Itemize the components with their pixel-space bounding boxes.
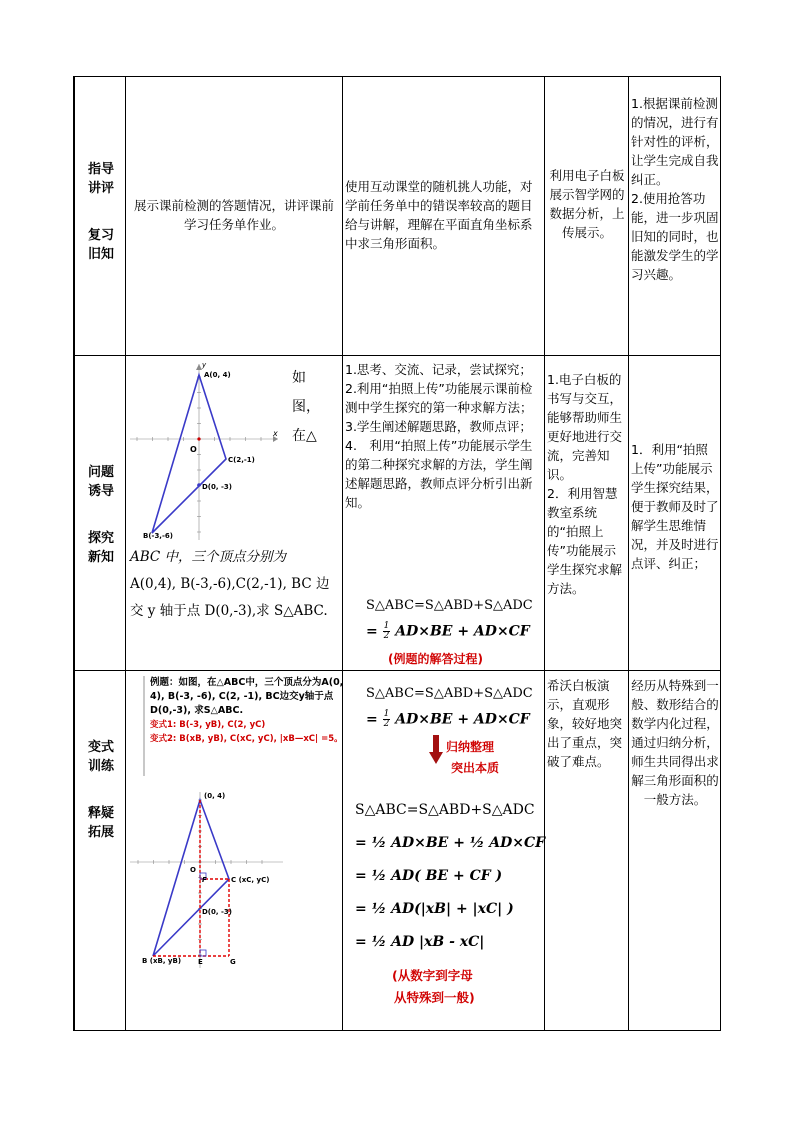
label-c: C(2,-1) xyxy=(228,456,255,464)
arrow-label-2: 突出本质 xyxy=(451,761,500,775)
activity-item: 4. 利用“拍照上传”功能展示学生的第二种探究求解的方法，学生阐述解题思路，教师点评分析引出新知。 xyxy=(345,438,533,510)
triangle-abc xyxy=(153,800,229,956)
derivation-step: = ½ AD |xB - xC| xyxy=(355,934,485,950)
coordinate-graph-1 xyxy=(128,362,288,542)
stage-label-row1 xyxy=(78,160,124,264)
formula-terms: AD×BE + AD×CF xyxy=(395,623,530,640)
row3-intent: 经历从特殊到一般、数形结合的数学内化过程，通过归纳分析，师生共同得出求解三角形面积的一般方法。 xyxy=(631,678,719,807)
row2-activity xyxy=(345,360,542,512)
label-b: B (xB, yB) xyxy=(142,957,182,965)
row3-formula-2: = $\frac{1}{2}$ AD×BE + AD×CF xyxy=(366,709,530,729)
label-b: B(-3,-6) xyxy=(143,532,173,540)
stage-text: 指导 xyxy=(87,162,114,177)
row1-content: 展示课前检测的答题情况，讲评课前学习任务单作业。 xyxy=(133,198,334,232)
activity-item: 2.利用“拍照上传”功能展示课前检测中学生探究的第一种求解方法； xyxy=(345,381,533,415)
stage-label-row2 xyxy=(78,463,124,567)
formula-terms: AD×BE + AD×CF xyxy=(395,711,530,728)
derivation-step: = ½ AD(|xB| + |xC| ) xyxy=(355,901,514,917)
label-c: C (xC, yC) xyxy=(231,876,270,884)
content-side-line: 如 xyxy=(292,370,306,386)
example-problem-box xyxy=(143,676,345,776)
label-e: E xyxy=(198,958,203,966)
caption-2: 从特殊到一般) xyxy=(394,990,475,1005)
stage-text: 问题 xyxy=(87,465,114,480)
row2-caption: (例题的解答过程) xyxy=(388,652,483,666)
triangle-abc xyxy=(152,375,226,533)
stage-text: 新知 xyxy=(87,550,114,565)
stage-text: 诱导 xyxy=(87,484,114,499)
col-border-2 xyxy=(342,76,343,1031)
label-d: D(0, -3) xyxy=(202,908,232,916)
label-a: A(0, 4) xyxy=(204,371,231,379)
down-arrow-icon xyxy=(428,735,444,765)
table-top-border xyxy=(73,76,721,77)
activity-item: 1.思考、交流、记录，尝试探究； xyxy=(345,362,532,377)
row1-activity: 使用互动课堂的随机挑人功能，对学前任务单中的错误率较高的题目给与讲解，理解在平面直角坐标系中求三角形面积。 xyxy=(345,179,533,251)
row2-content-text xyxy=(130,544,342,625)
stage-text: 讲评 xyxy=(87,181,114,196)
stage-text: 拓展 xyxy=(87,825,114,840)
content-side-line: 图， xyxy=(292,399,320,415)
label-f: F xyxy=(202,876,207,884)
auxiliary-lines xyxy=(153,800,229,956)
origin-point xyxy=(197,437,200,440)
stage-text: 探究 xyxy=(87,531,114,546)
derivation-step: S△ABC=S△ABD+S△ADC xyxy=(355,802,535,818)
stage-label-row3 xyxy=(78,738,124,842)
col-border-1 xyxy=(125,76,126,1031)
label-y: y xyxy=(202,362,207,369)
derivation-step: = ½ AD( BE + CF ) xyxy=(355,868,503,884)
content-side-line: 在△ xyxy=(292,428,317,444)
row2-formula-1: S△ABC=S△ABD+S△ADC xyxy=(366,598,533,613)
row2-content-side xyxy=(292,364,332,451)
row2-formula-2: = $\frac{1}{2}$ AD×BE + AD×CF xyxy=(366,621,530,641)
label-x: x xyxy=(273,429,278,438)
row3-formula-1: S△ABC=S△ABD+S△ADC xyxy=(366,686,533,701)
fraction-half: $\frac{1}{2}$ xyxy=(383,621,390,641)
point-d xyxy=(197,483,201,487)
content-line: A(0,4), B(-3,-6),C(2,-1), BC 边 xyxy=(130,576,330,592)
stage-text: 旧知 xyxy=(87,247,114,262)
row1-intent: 1.根据课前检测的情况，进行有针对性的评析，让学生完成自我纠正。 2.使用抢答功能，进一步巩固旧知的同时，也能激发学生的学习兴趣。 xyxy=(631,96,719,282)
row2-tech: 1.电子白板的书写与交互，能够帮助师生更好地进行交流，完善知识。 2．利用智慧教室系统的“拍照上传”功能展示学生探究求解方法。 xyxy=(547,372,623,596)
stage-text: 训练 xyxy=(87,759,114,774)
activity-item: 3.学生阐述解题思路，教师点评； xyxy=(345,419,532,434)
arrow-label-1: 归纳整理 xyxy=(446,740,495,754)
label-a: (0, 4) xyxy=(204,792,226,800)
variant-1: 变式1: B(-3, yB), C(2, yC) xyxy=(150,720,266,730)
label-o: O xyxy=(190,445,197,454)
fraction-half: $\frac{1}{2}$ xyxy=(383,709,390,729)
stage-text: 变式 xyxy=(87,740,114,755)
row-divider-2 xyxy=(73,670,721,671)
label-g: G xyxy=(230,958,236,966)
row2-intent: 1．利用“拍照上传”功能展示学生探究结果，便于教师及时了解学生思维情况，并及时进行点评、纠正； xyxy=(631,442,719,571)
variant-2: 变式2: B(xB, yB), C(xC, yC), |xB—xC| =5。 xyxy=(150,734,343,744)
col-border-4 xyxy=(628,76,629,1031)
label-o: O xyxy=(190,866,196,874)
col-border-0 xyxy=(73,76,75,1031)
col-border-5 xyxy=(720,76,721,1031)
label-d: D(0, -3) xyxy=(202,483,232,491)
stage-text: 释疑 xyxy=(87,806,114,821)
content-line: ABC 中，三个顶点分别为 xyxy=(130,549,287,565)
coordinate-graph-2 xyxy=(128,790,288,970)
stage-text: 复习 xyxy=(87,228,114,243)
derivation-step: = ½ AD×BE + ½ AD×CF xyxy=(355,835,546,851)
table-bottom-border xyxy=(73,1030,721,1031)
derivation-block xyxy=(355,794,545,959)
content-line: 交 y 轴于点 D(0,-3),求 S△ABC. xyxy=(130,603,328,619)
row3-tech: 希沃白板演示，直观形象，较好地突出了重点，突破了难点。 xyxy=(547,678,623,769)
row1-tech: 利用电子白板展示智学网的数据分析，上传展示。 xyxy=(549,168,625,240)
example-title: 例题：如图，在△ABC中，三个顶点分为A(0, 4), B(-3, -6), C(2, -1), BC边交y轴于点D(0,-3), 求S△ABC. xyxy=(150,677,344,716)
row-divider-1 xyxy=(73,355,721,356)
caption-1: (从数字到字母 xyxy=(392,968,473,983)
